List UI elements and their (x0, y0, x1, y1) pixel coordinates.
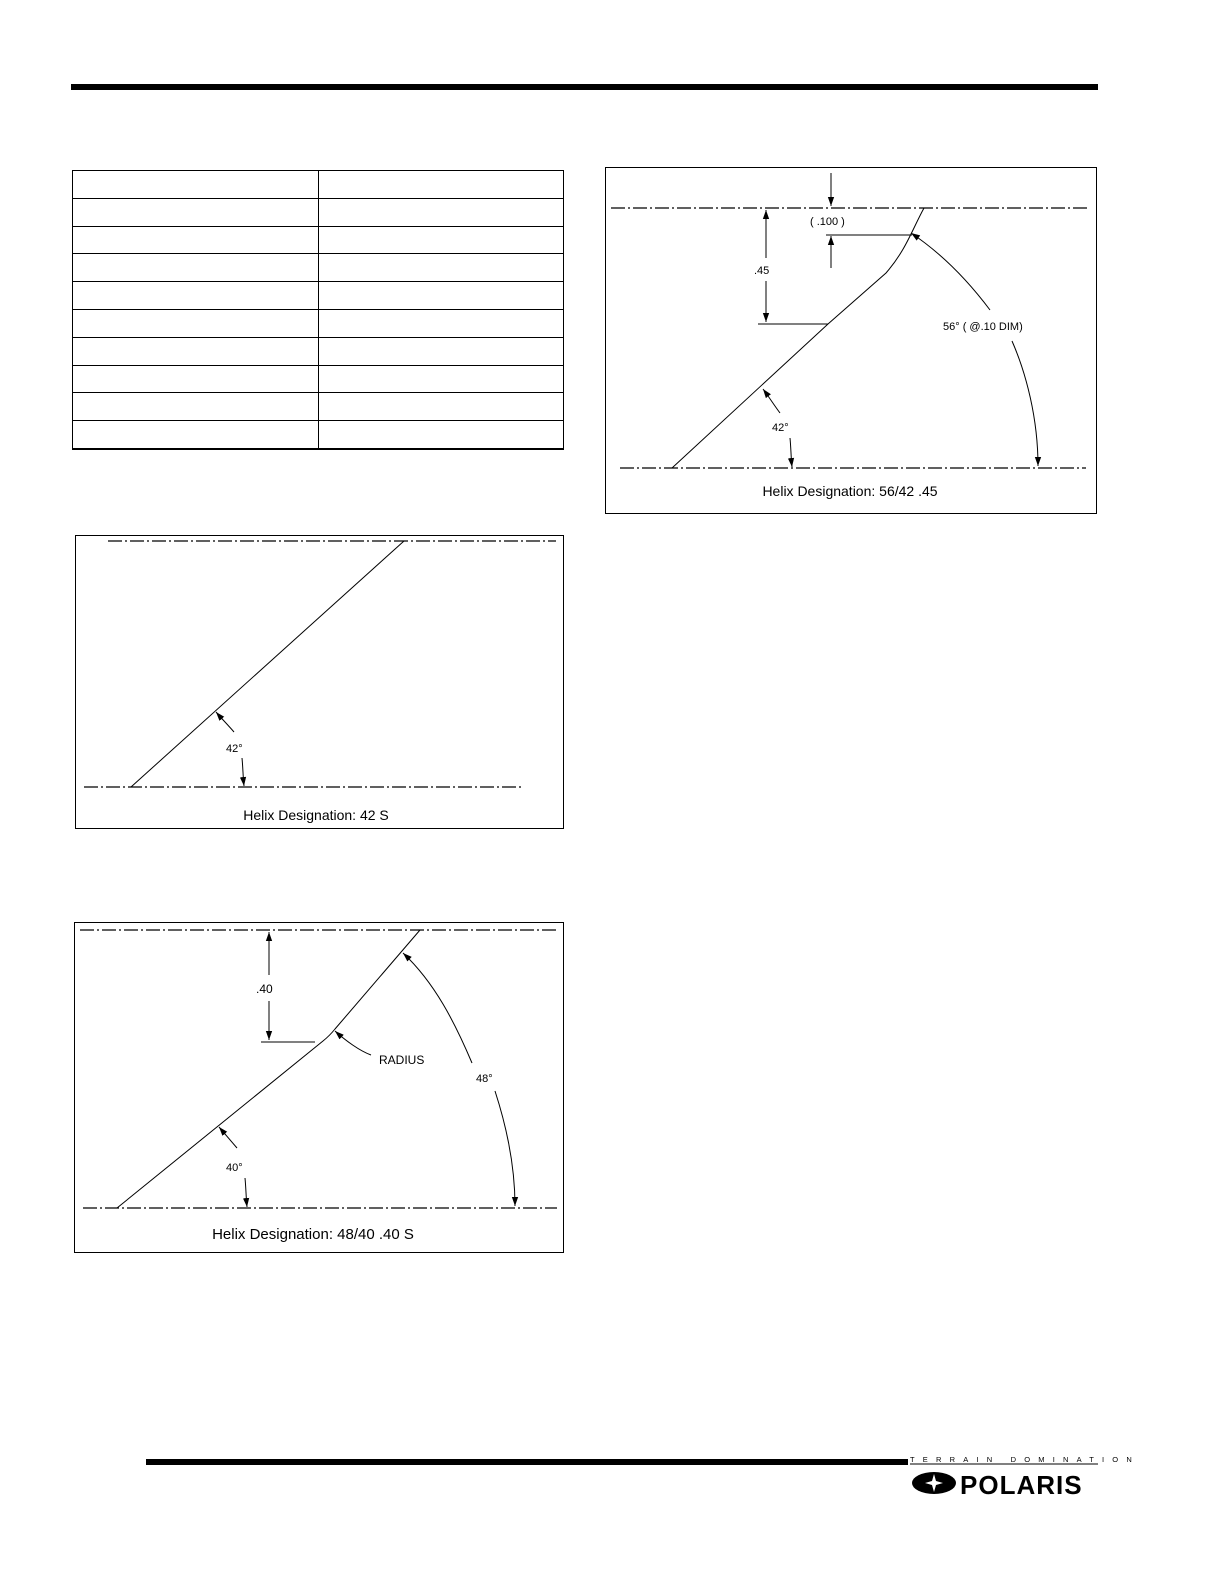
angle-arrow (245, 1178, 247, 1207)
table-cell (73, 198, 319, 226)
table-cell (73, 365, 319, 393)
angle-arrow (242, 758, 244, 786)
angle-arrow (216, 712, 234, 732)
table-cell (73, 393, 319, 421)
angle-arrow (495, 1091, 515, 1206)
table-row (73, 282, 564, 310)
angle-arrow (763, 389, 780, 413)
spec-table (72, 170, 564, 450)
table-cell (73, 254, 319, 282)
table-row (73, 254, 564, 282)
helix-figure-48-40 (74, 922, 564, 1253)
angle-arrow (911, 233, 990, 310)
helix-figure-56-42 (605, 167, 1097, 514)
angle-arrow (219, 1127, 237, 1148)
header-rule (71, 84, 1098, 90)
radius-leader (335, 1031, 371, 1055)
table-row (73, 365, 564, 393)
table-cell (318, 254, 564, 282)
helix-profile-line (672, 208, 924, 468)
angle-arrow (403, 953, 472, 1063)
table-cell (318, 309, 564, 337)
table-cell (73, 282, 319, 310)
helix-diagram-56-42 (606, 168, 1096, 513)
angle-40-label: 40° (226, 1162, 243, 1174)
brand-tagline: TERRAIN DOMINATION (910, 1455, 1140, 1464)
helix-profile-line (131, 541, 404, 787)
footer-rule (146, 1459, 908, 1465)
table-cell (73, 337, 319, 365)
table-cell (318, 337, 564, 365)
angle-arrow (1012, 341, 1038, 466)
table-cell (318, 171, 564, 199)
angle-42-label: 42° (772, 422, 789, 434)
table-row (73, 171, 564, 199)
table-cell (318, 282, 564, 310)
table-row (73, 309, 564, 337)
table-row (73, 421, 564, 449)
table-cell (318, 198, 564, 226)
table-cell (73, 309, 319, 337)
angle-48-label: 48° (476, 1073, 493, 1085)
figure-caption: Helix Designation: 56/42 .45 (762, 483, 938, 499)
table-cell (73, 171, 319, 199)
angle-42-label: 42° (226, 743, 243, 755)
table-cell (318, 393, 564, 421)
table-cell (73, 421, 319, 449)
dim-45-label: .45 (754, 265, 770, 277)
table-cell (318, 365, 564, 393)
table-row (73, 226, 564, 254)
table-cell (318, 226, 564, 254)
angle-arrow (790, 438, 792, 467)
figure-caption: Helix Designation: 48/40 .40 S (212, 1226, 414, 1243)
table-row (73, 198, 564, 226)
radius-label: RADIUS (379, 1053, 425, 1067)
helix-diagram-42 (76, 536, 563, 828)
helix-diagram-48-40 (75, 923, 563, 1252)
table-row (73, 393, 564, 421)
dim-100-label: ( .100 ) (810, 216, 845, 228)
brand-wordmark: POLARIS (960, 1470, 1083, 1500)
dim-40-label: .40 (256, 982, 273, 996)
helix-figure-42 (75, 535, 564, 829)
table-cell (318, 421, 564, 449)
table-cell (73, 226, 319, 254)
figure-caption: Helix Designation: 42 S (243, 807, 389, 823)
table-row (73, 337, 564, 365)
angle-56-label: 56° ( @.10 DIM) (943, 321, 1023, 333)
